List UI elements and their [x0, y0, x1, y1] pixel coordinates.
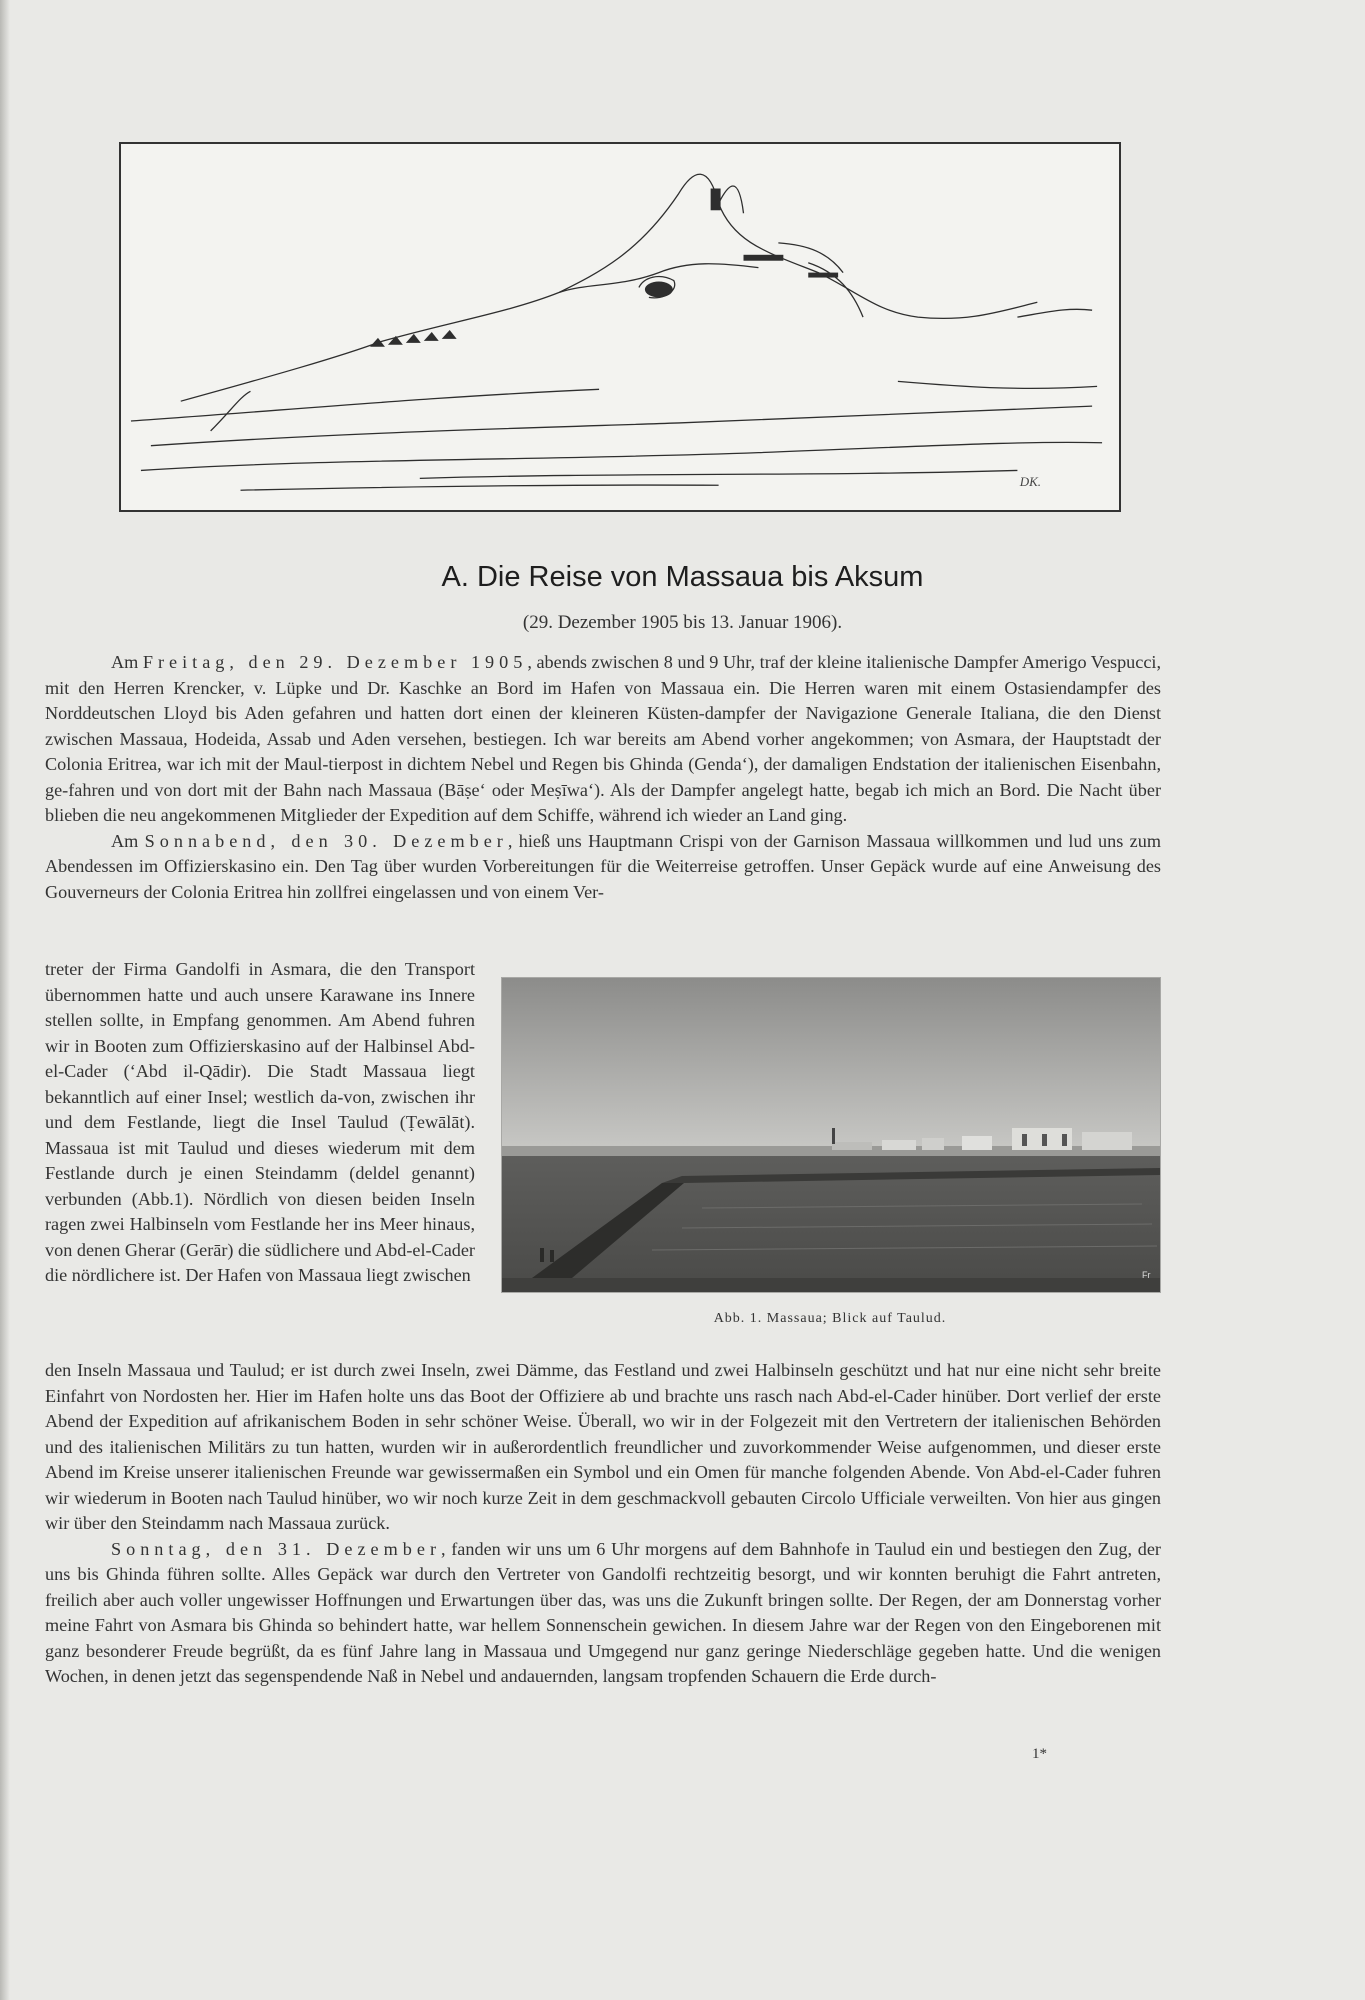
date-spaced: Sonntag, den 31. Dezember: [111, 1538, 441, 1559]
paragraph-block-top: [45, 650, 1161, 905]
date-spaced: Freitag, den 29. Dezember 1905: [142, 652, 528, 672]
paragraph-freitag: [45, 650, 1161, 829]
chapter-title: A. Die Reise von Massaua bis Aksum: [441, 561, 924, 593]
massaua-photo: [501, 977, 1161, 1293]
page-number: 1*: [1032, 1746, 1047, 1762]
figure-caption: Abb. 1. Massaua; Blick auf Taulud.: [713, 1311, 947, 1326]
paragraph-text: treter der Firma Gandolfi in Asmara, die den Transport übernommen hatte und auch unsere Karawane ins Innere stellen sollte, in Empfang genommen. Am Abend fuhren wir in Booten zum Offizierskasino auf der Halbinsel Abd-el-Cader (‘Abd il-Qādir). Die Stadt Massaua liegt bekanntlich auf einer Insel; westlich da-von, zwischen ihr und dem Festlande, liegt die Insel Taulud (Ṭewālāt). Massaua ist mit Taulud und dieses wiederum mit dem Festlande durch je einen Steindamm (deldel genannt) verbunden (Abb.1). Nördlich von diesen beiden Inseln ragen zwei Halbinseln vom Festlande her ins Meer hinaus, von denen Gherar (Gerār) die südlichere und Abd-el-Cader die nördlichere ist. Der Hafen von Massaua liegt zwischen: [45, 959, 475, 1285]
paragraph-text: den Inseln Massaua und Taulud; er ist durch zwei Inseln, zwei Dämme, das Festland und zwei Halbinseln geschützt und hat nur eine nicht sehr breite Einfahrt von Nordosten her. Hier im Hafen holte uns das Boot der Offiziere ab und brachte uns rasch nach Abd-el-Cader hinüber. Dort verlief der erste Abend der Expedition auf afrikanischem Boden in sehr schöner Weise. Überall, wo wir in der Folgezeit mit den Vertretern der italienischen Behörden und des italienischen Militärs zu tun hatten, wurden wir in außerordentlich freundlicher und zuvorkommender Weise aufgenommen, und dieser erste Abend im Kreise unserer italienischen Freunde war gewissermaßen ein Symbol und ein Omen für manche folgenden Abende. Von Abd-el-Cader fuhren wir wiederum in Booten nach Taulud hinüber, wo wir noch kurze Zeit in dem geschmackvoll gebauten Circolo Ufficiale verweilten. Von hier aus gingen wir über den Steindamm nach Massaua zurück.: [45, 1360, 1161, 1533]
illustrator-signature: DK.: [1019, 474, 1041, 489]
page-spine-shadow: [0, 0, 10, 2000]
harbor-photo-image: [502, 978, 1160, 1292]
paragraph-lead: Am: [111, 652, 143, 672]
header-illustration: [119, 142, 1121, 512]
date-spaced: Sonnabend, den 30. Dezember: [144, 830, 508, 851]
paragraph-lead: Am: [111, 830, 145, 851]
paragraph-sonnabend: [45, 829, 1161, 906]
photo-mark: Fr: [1142, 1270, 1151, 1280]
chapter-dates: (29. Dezember 1905 bis 13. Januar 1906).: [522, 612, 843, 633]
paragraph-text: , hieß uns Hauptmann Crispi von der Garnison Massaua willkommen und lud uns zum Abendessen im Offizierskasino ein. Den Tag über wurden Vorbereitungen für die Weiterreise getroffen. Unser Gepäck wurde auf eine Anweisung des Gouverneurs der Colonia Eritrea hin zollfrei eingelassen und von einem Ver-: [45, 830, 1161, 902]
paragraph-sonntag: [45, 1537, 1161, 1690]
mountain-sketch: [121, 144, 1119, 510]
paragraph-text: , fanden wir uns um 6 Uhr morgens auf dem Bahnhofe in Taulud ein und bestiegen den Zug, der uns bis Ghinda führen sollte. Alles Gepäck war durch den Vertreter von Gandolfi rechtzeitig besorgt, und wir konnten beruhigt die Fahrt antreten, freilich aber auch voller ungewisser Hoffnungen und Erwartungen über das, was uns die Zukunft bringen sollte. Der Regen, der am Donnerstag vorher meine Fahrt von Asmara bis Ghinda so behindert hatte, war hellem Sonnenschein gewichen. In diesem Jahre war der Regen von den Eingeborenen mit ganz besonderer Freude begrüßt, da es fünf Jahre lang in Massaua und Umgegend nur ganz geringe Niederschläge gegeben hatte. Und die wenigen Wochen, in denen jetzt das segenspendende Naß in Nebel und andauernden, langsam tropfenden Schauern die Erde durch-: [45, 1538, 1161, 1686]
paragraph-block-bottom: [45, 1358, 1161, 1690]
paragraph-text: , abends zwischen 8 und 9 Uhr, traf der kleine italienische Dampfer Amerigo Vespucci, mit den Herren Krencker, v. Lüpke und Dr. Kaschke an Bord im Hafen von Massaua ein. Die Herren waren mit einem Ostasiendampfer des Norddeutschen Lloyd bis Aden gefahren und hatten dort einen der kleineren Küsten-dampfer der Navigazione Generale Italiana, die den Dienst zwischen Massaua, Hodeida, Assab und Aden versehen, bestiegen. Ich war bereits am Abend vorher angekommen; von Asmara, der Hauptstadt der Colonia Eritrea, war ich mit der Maul-tierpost in dichtem Nebel und Regen bis Ghinda (Genda‘), der damaligen Endstation der italienischen Eisenbahn, ge-fahren und von dort mit der Bahn nach Massaua (Bāṣe‘ oder Meṣīwa‘). Als der Dampfer angelegt hatte, begab ich mich an Bord. Die Nacht über blieben die neu angekommenen Mitglieder der Expedition auf dem Schiffe, während ich wieder an Land ging.: [45, 652, 1161, 825]
paragraph-column-left: [45, 957, 475, 1289]
